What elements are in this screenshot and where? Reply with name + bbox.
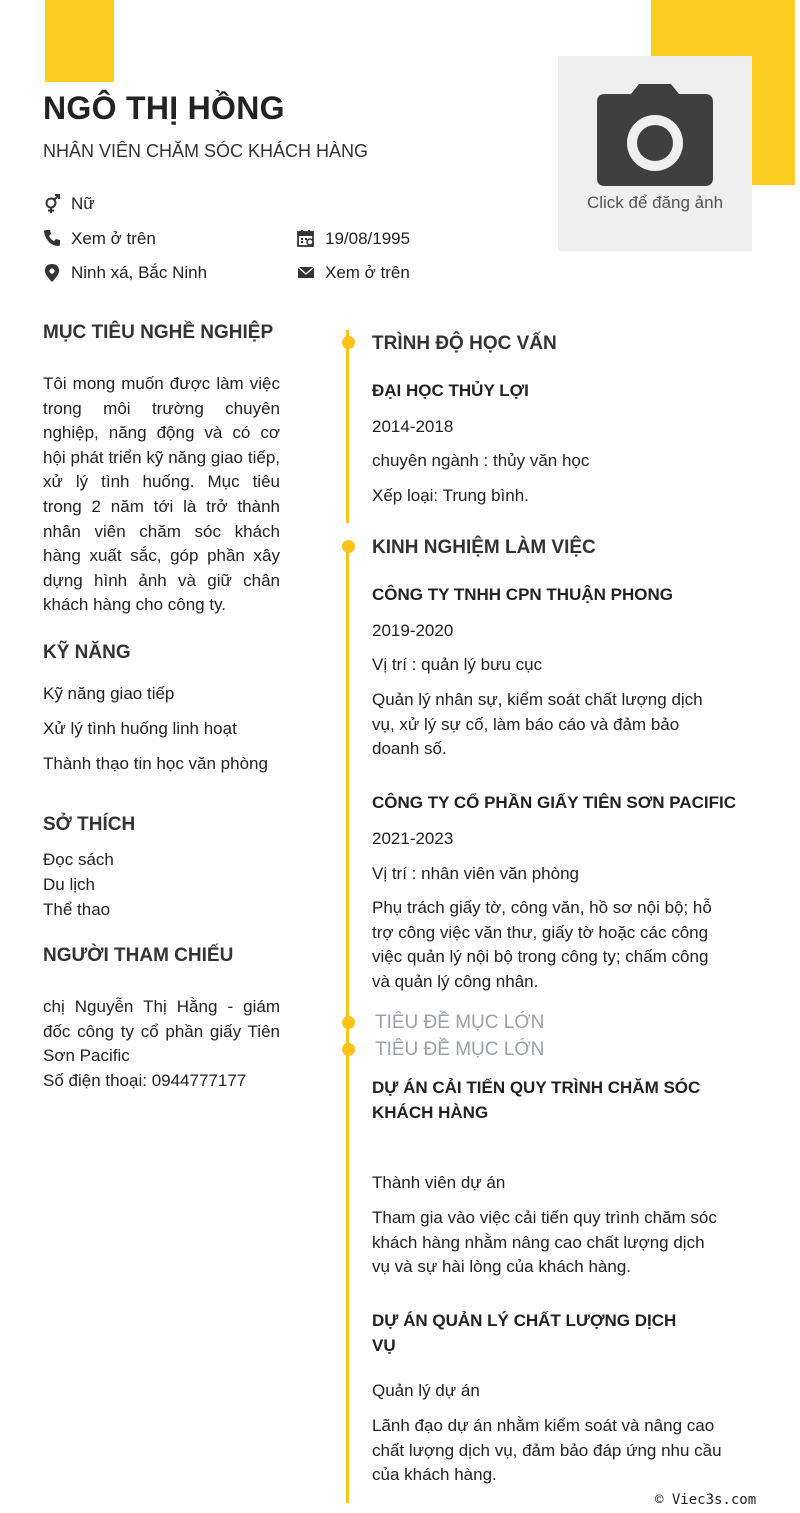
location-pin-icon (43, 263, 61, 283)
phone-icon (43, 229, 61, 247)
hobbies-heading: SỞ THÍCH (43, 814, 136, 835)
timeline-dot (342, 1043, 355, 1056)
photo-upload[interactable] (558, 56, 752, 251)
gender-icon (43, 194, 61, 214)
reference-phone: Số điện thoại: 0944777177 (43, 1071, 247, 1090)
phone-row (43, 229, 273, 251)
gender-row (43, 194, 243, 216)
reference-heading: NGƯỜI THAM CHIẾU (43, 945, 234, 966)
education-major: chuyên ngành : thủy văn học (372, 451, 590, 470)
job-position: Vị trí : quản lý bưu cục (372, 655, 543, 674)
photo-upload-label: Click để đăng ảnh (586, 193, 724, 212)
project-description: Lãnh đạo dự án nhằm kiểm soát và nâng cao chất lượng dịch vụ, đảm bảo đáp ứng nhu cầu của khách hàng. (372, 1416, 722, 1485)
education-period: 2014-2018 (372, 417, 454, 436)
timeline-dot (342, 1016, 355, 1029)
project-name: DỰ ÁN CẢI TIẾN QUY TRÌNH CHĂM SÓC KHÁCH HÀNG (372, 1078, 701, 1122)
email-value: Xem ở trên (325, 263, 410, 282)
copyright-footer: © Viec3s.com (655, 1492, 757, 1508)
objective-text: Tôi mong muốn được làm việc trong môi trường chuyên nghiệp, năng động và có cơ hội phát triển kỹ năng giao tiếp, xử lý tình huống. Mục tiêu trong 2 năm tới là trở thành nhân viên chăm sóc khách hàng xuất sắc, góp phần xây dựng hình ảnh và giữ chân khách hàng cho công ty. (43, 374, 280, 615)
education-heading: TRÌNH ĐỘ HỌC VẤN (372, 333, 557, 354)
experience-heading: KINH NGHIỆM LÀM VIỆC (372, 537, 596, 558)
timeline-gap (346, 523, 349, 541)
camera-icon (597, 84, 713, 186)
job-company: CÔNG TY TNHH CPN THUẬN PHONG (372, 585, 673, 604)
birthday-value: 19/08/1995 (325, 229, 411, 248)
address-value: Ninh xá, Bắc Ninh (71, 263, 208, 282)
skills-heading: KỸ NĂNG (43, 642, 131, 663)
skill-item: Xử lý tình huống linh hoạt (43, 719, 237, 738)
hobby-item: Thể thao (43, 900, 111, 919)
section-title-placeholder[interactable]: TIÊU ĐỀ MỤC LỚN (375, 1039, 545, 1060)
email-row (297, 263, 497, 285)
timeline-dot (342, 540, 355, 553)
job-title: NHÂN VIÊN CHĂM SÓC KHÁCH HÀNG (43, 141, 369, 161)
job-company: CÔNG TY CỔ PHẦN GIẤY TIÊN SƠN PACIFIC (372, 793, 736, 812)
phone-value: Xem ở trên (71, 229, 156, 248)
decor-block-left (45, 0, 114, 82)
education-school: ĐẠI HỌC THỦY LỢI (372, 381, 529, 400)
job-period: 2019-2020 (372, 621, 454, 640)
timeline-dot (342, 336, 355, 349)
timeline-line (346, 330, 349, 1503)
job-position: Vị trí : nhân viên văn phòng (372, 864, 579, 883)
project-description: Tham gia vào việc cải tiến quy trình chăm sóc khách hàng nhằm nâng cao chất lượng dịch vụ và sự hài lòng của khách hàng. (372, 1208, 717, 1277)
job-description: Quản lý nhân sự, kiểm soát chất lượng dịch vụ, xử lý sự cố, làm báo cáo và đảm bảo doanh số. (372, 690, 703, 759)
hobby-item: Đọc sách (43, 850, 114, 869)
job-description: Phụ trách giấy tờ, công văn, hồ sơ nội bộ; hỗ trợ công việc văn thư, giấy tờ hoặc các công việc quản lý nội bộ trong công ty; chấm công và quản lý công nhân. (372, 898, 712, 991)
section-title-placeholder[interactable]: TIÊU ĐỀ MỤC LỚN (375, 1012, 545, 1033)
project-name: DỰ ÁN QUẢN LÝ CHẤT LƯỢNG DỊCH VỤ (372, 1311, 677, 1355)
reference-text: chị Nguyễn Thị Hằng - giám đốc công ty cổ phần giấy Tiên Sơn Pacific (43, 997, 280, 1066)
objective-heading: MỤC TIÊU NGHỀ NGHIỆP (43, 322, 274, 343)
hobby-item: Du lịch (43, 875, 95, 894)
candidate-name: NGÔ THỊ HỒNG (43, 90, 285, 126)
project-role: Quản lý dự án (372, 1381, 480, 1400)
project-role: Thành viên dự án (372, 1173, 506, 1192)
skill-item: Thành thạo tin học văn phòng (43, 754, 268, 773)
birthday-row (297, 229, 497, 251)
gender-value: Nữ (71, 194, 95, 213)
skill-item: Kỹ năng giao tiếp (43, 684, 175, 703)
envelope-icon (297, 263, 315, 281)
address-row (43, 263, 273, 285)
job-period: 2021-2023 (372, 829, 454, 848)
education-grade: Xếp loại: Trung bình. (372, 486, 529, 505)
calendar-icon (297, 229, 315, 247)
